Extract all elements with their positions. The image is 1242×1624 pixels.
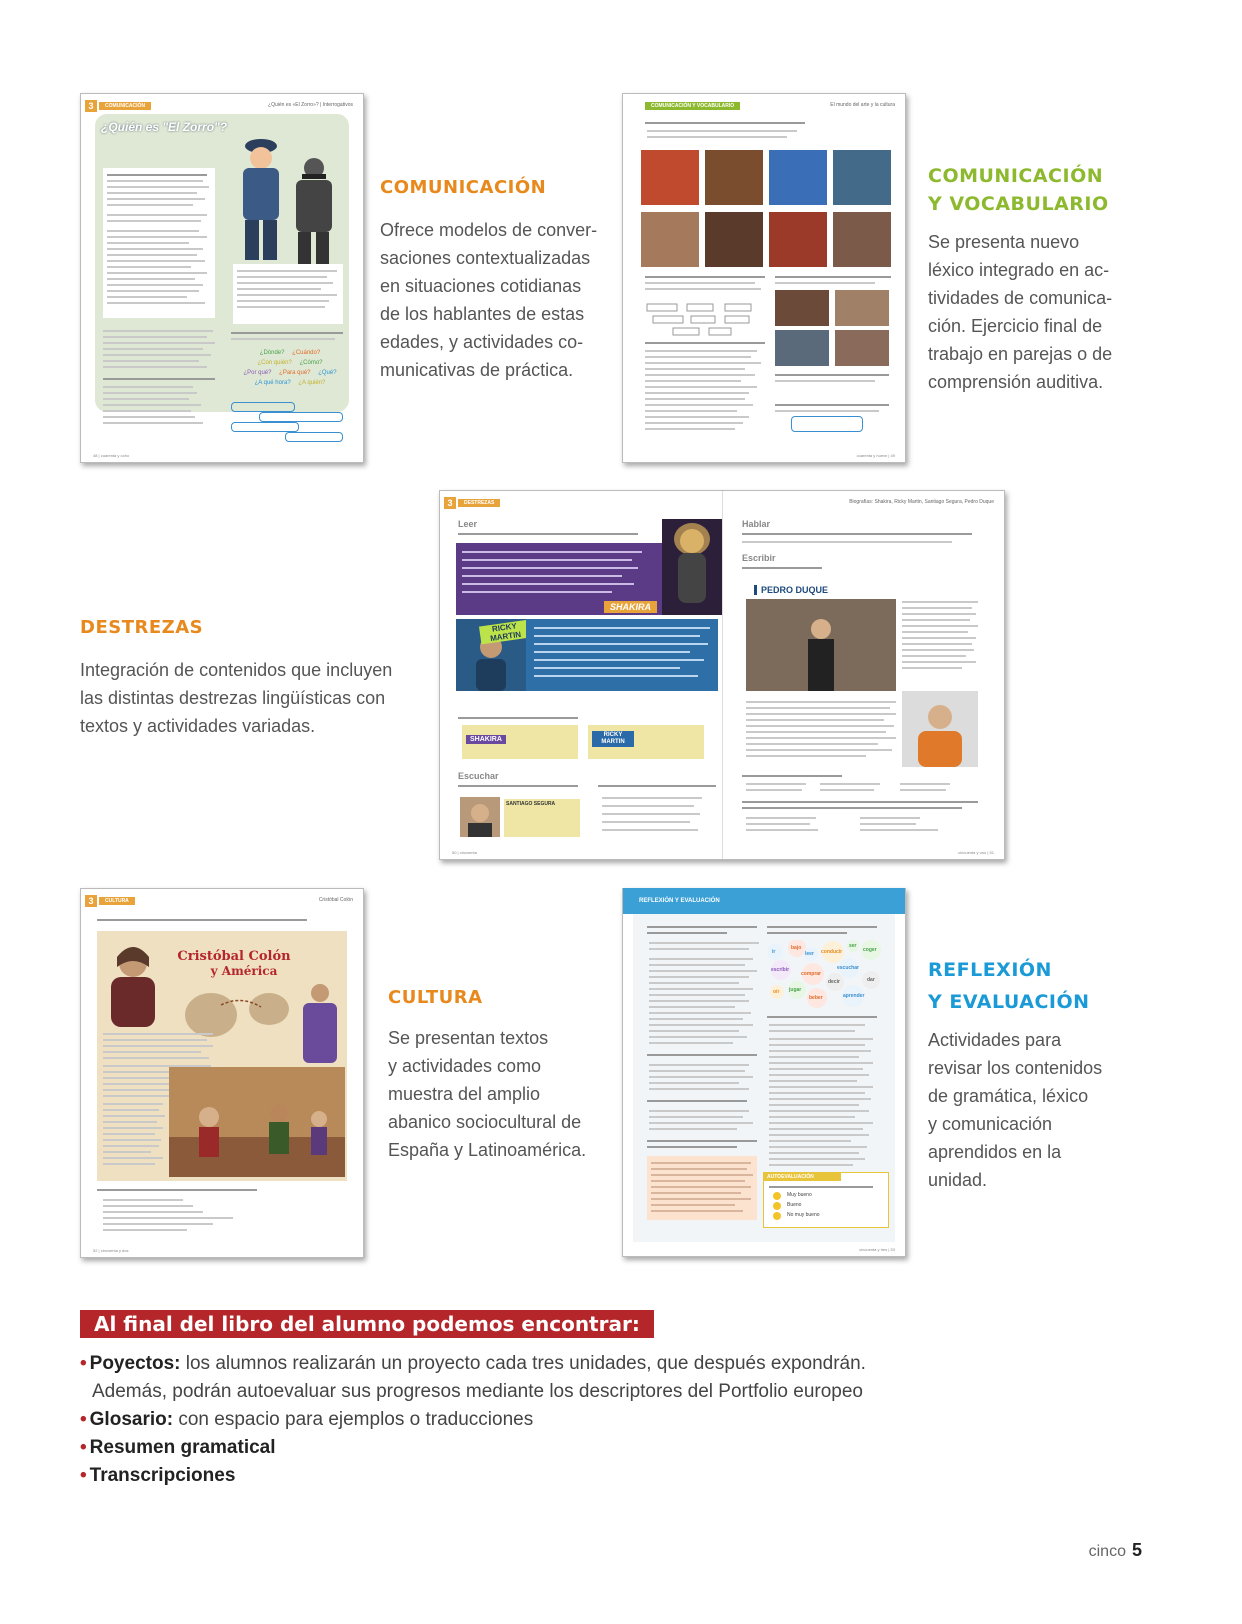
desc-line: revisar los contenidos bbox=[928, 1058, 1103, 1078]
cloud-word: decir bbox=[828, 979, 840, 985]
desc-line: Integración de contenidos que incluyen bbox=[80, 660, 393, 680]
cloud-word: leer bbox=[805, 951, 814, 957]
desc-line: saciones contextualizadas bbox=[380, 248, 591, 268]
q-word: ¿Cuándo? bbox=[292, 350, 321, 356]
section-tag: COMUNICACIÓN Y VOCABULARIO bbox=[645, 102, 740, 110]
section-title-comunicacion-vocabulario bbox=[928, 162, 1109, 218]
ricky-card-label: RICKY MARTIN bbox=[592, 731, 634, 747]
desc-line: muestra del amplio bbox=[388, 1084, 541, 1104]
pedro-photo-ceremony bbox=[746, 599, 896, 691]
shakira-label: SHAKIRA bbox=[604, 601, 657, 613]
unit-number: 3 bbox=[85, 100, 97, 112]
ricky-label: RICKY MARTIN bbox=[479, 620, 531, 645]
list-item: • Poyectos: los alumnos realizarán un proyecto cada tres unidades, que después expondrán. bbox=[80, 1353, 866, 1374]
section-desc-cultura bbox=[388, 1024, 608, 1164]
page-footer: 48 | cuarenta y ocho bbox=[93, 453, 130, 458]
q-word: ¿Dónde? bbox=[259, 350, 285, 356]
police-officer-illustration bbox=[231, 134, 291, 264]
portrait-grid bbox=[775, 290, 889, 368]
list-item: • Transcripciones bbox=[80, 1465, 236, 1486]
unit-number: 3 bbox=[444, 497, 456, 509]
section-title-cultura: CULTURA bbox=[388, 987, 483, 1008]
section-tag: CULTURA bbox=[99, 897, 135, 905]
desc-line: comprensión auditiva. bbox=[928, 372, 1104, 392]
q-word: ¿A quién? bbox=[298, 380, 326, 386]
desc-line: unidad. bbox=[928, 1170, 988, 1190]
desc-line: de los hablantes de estas bbox=[380, 304, 585, 324]
question-words bbox=[231, 348, 349, 388]
list-item-continuation: Además, podrán autoevaluar sus progresos mediante los descriptores del Portfolio europeo bbox=[92, 1381, 864, 1402]
item-bold: Resumen gramatical bbox=[89, 1437, 276, 1458]
smiley-icon bbox=[773, 1202, 781, 1210]
cloud-word: comprar bbox=[801, 971, 822, 977]
running-head: ¿Quién es «El Zorro»? | Interrogativos bbox=[268, 102, 353, 108]
desc-line: Se presentan textos bbox=[388, 1028, 549, 1048]
list-item: • Glosario: con espacio para ejemplos o traducciones bbox=[80, 1409, 534, 1430]
section-desc-reflexion bbox=[928, 1026, 1138, 1194]
desc-line: textos y actividades variadas. bbox=[80, 716, 316, 736]
smiley-icon bbox=[773, 1212, 781, 1220]
rating-label: Bueno bbox=[787, 1202, 802, 1208]
speech-bubble bbox=[791, 416, 863, 432]
cloud-word: escribir bbox=[771, 967, 790, 973]
cloud-word: jugar bbox=[789, 987, 802, 993]
rating-label: No muy bueno bbox=[787, 1212, 820, 1218]
desc-line: municativas de práctica. bbox=[380, 360, 574, 380]
list-item: • Resumen gramatical bbox=[80, 1437, 276, 1458]
section-desc-comunicacion bbox=[380, 216, 610, 384]
spread-gutter bbox=[722, 491, 723, 859]
desc-line: Se presenta nuevo bbox=[928, 232, 1080, 252]
cloud-word: ir bbox=[772, 949, 776, 955]
speech-bubble bbox=[259, 412, 343, 422]
desc-line: trabajo en parejas o de bbox=[928, 344, 1113, 364]
final-banner: Al final del libro del alumno podemos encontrar: bbox=[80, 1310, 654, 1338]
desc-line: Actividades para bbox=[928, 1030, 1062, 1050]
unit-number: 3 bbox=[85, 895, 97, 907]
desc-line: España y Latinoamérica. bbox=[388, 1140, 587, 1160]
cloud-word: bajo bbox=[791, 945, 802, 951]
page-footer-left: 50 | cincuenta bbox=[452, 850, 477, 855]
running-head: Biografías: Shakira, Ricky Martin, Santiago Segura, Pedro Duque bbox=[849, 499, 994, 505]
ships-painting bbox=[169, 1067, 345, 1177]
santiago-label: SANTIAGO SEGURA bbox=[506, 801, 556, 807]
autoevaluacion-title: AUTOEVALUACIÓN bbox=[764, 1173, 841, 1181]
desc-line: Ofrece modelos de conver- bbox=[380, 220, 598, 240]
desc-line: léxico integrado en ac- bbox=[928, 260, 1110, 280]
thumbnail-destrezas bbox=[439, 490, 1005, 860]
cloud-word: dar bbox=[867, 977, 875, 983]
columbus-portrait bbox=[101, 937, 165, 1027]
item-bold: Transcripciones bbox=[89, 1465, 236, 1486]
shakira-card-label: SHAKIRA bbox=[466, 735, 506, 744]
thumbnail-reflexion bbox=[622, 888, 906, 1257]
page-number-digit: 5 bbox=[1131, 1540, 1142, 1560]
item-text: los alumnos realizarán un proyecto cada tres unidades, que después expondrán. bbox=[180, 1353, 866, 1374]
thumbnail-comunicacion bbox=[80, 93, 364, 463]
page-number-word: cinco bbox=[1088, 1543, 1126, 1560]
poster-title bbox=[159, 949, 309, 978]
title-line: Y VOCABULARIO bbox=[928, 193, 1109, 215]
desc-line: y actividades como bbox=[388, 1056, 542, 1076]
cloud-word: oír bbox=[773, 989, 780, 995]
q-word: ¿Por qué? bbox=[243, 370, 272, 376]
title-line: REFLEXIÓN bbox=[928, 959, 1052, 981]
desc-line: y comunicación bbox=[928, 1114, 1053, 1134]
section-tag: REFLEXIÓN Y EVALUACIÓN bbox=[639, 898, 720, 904]
q-word: ¿Con quién? bbox=[257, 360, 292, 366]
section-title-destrezas: DESTREZAS bbox=[80, 617, 204, 638]
running-head: El mundo del arte y la cultura bbox=[830, 102, 895, 108]
astronaut-photo bbox=[902, 691, 978, 767]
subheading-hablar: Hablar bbox=[742, 519, 771, 529]
desc-line: ción. Ejercicio final de bbox=[928, 316, 1103, 336]
word-cloud bbox=[767, 940, 887, 1010]
section-title-comunicacion: COMUNICACIÓN bbox=[380, 177, 547, 198]
page-footer: 52 | cincuenta y dos bbox=[93, 1248, 129, 1253]
speech-bubble bbox=[231, 402, 295, 412]
desc-line: edades, y actividades co- bbox=[380, 332, 584, 352]
q-word: ¿Cómo? bbox=[299, 360, 323, 366]
final-list bbox=[80, 1350, 1180, 1490]
pedro-label: PEDRO DUQUE bbox=[754, 585, 828, 595]
page-footer: cincuenta y tres | 53 bbox=[859, 1247, 895, 1252]
item-text: con espacio para ejemplos o traducciones bbox=[173, 1409, 534, 1430]
cloud-word: conducir bbox=[821, 949, 843, 955]
king-figure-illustration bbox=[295, 977, 345, 1067]
desc-line: de gramática, léxico bbox=[928, 1086, 1089, 1106]
section-title-reflexion bbox=[928, 954, 1090, 1018]
ricky-panel bbox=[526, 619, 718, 691]
shakira-photo bbox=[662, 519, 722, 615]
cloud-word: ser bbox=[849, 943, 857, 949]
cloud-word: escuchar bbox=[837, 965, 859, 971]
cloud-word: aprender bbox=[843, 993, 865, 999]
section-desc-comunicacion-vocabulario bbox=[928, 228, 1138, 396]
title-line: COMUNICACIÓN bbox=[928, 165, 1104, 187]
rating-label: Muy bueno bbox=[787, 1192, 812, 1198]
q-word: ¿A qué hora? bbox=[254, 380, 291, 386]
page-footer-right: cincuenta y uno | 51 bbox=[958, 850, 994, 855]
speech-bubble bbox=[285, 432, 343, 442]
poster-title-line: Cristóbal Colón bbox=[177, 949, 291, 964]
thumbnail-cultura bbox=[80, 888, 364, 1258]
page-number bbox=[1089, 1540, 1142, 1561]
subheading-escribir: Escribir bbox=[742, 553, 776, 563]
comic-heading: ¿Quién es "El Zorro"? bbox=[101, 120, 228, 134]
desc-line: en situaciones cotidianas bbox=[380, 276, 582, 296]
item-bold: Poyectos: bbox=[89, 1353, 181, 1374]
thumbnail-vocabulario bbox=[622, 93, 906, 463]
desc-line: las distintas destrezas lingüísticas con bbox=[80, 688, 386, 708]
santiago-photo bbox=[460, 797, 500, 837]
desc-line: aprendidos en la bbox=[928, 1142, 1062, 1162]
subheading-leer: Leer bbox=[458, 519, 478, 529]
section-tag: COMUNICACIÓN bbox=[99, 102, 151, 110]
word-chips bbox=[645, 302, 773, 338]
title-line: Y EVALUACIÓN bbox=[928, 991, 1090, 1013]
cloud-word: beber bbox=[809, 995, 823, 1001]
q-word: ¿Qué? bbox=[318, 370, 337, 376]
section-tag: DESTREZAS bbox=[458, 499, 500, 507]
cloud-word: coger bbox=[863, 947, 877, 953]
poster-title-line: y América bbox=[210, 964, 278, 978]
section-desc-destrezas bbox=[80, 656, 420, 740]
page-footer: cuarenta y nueve | 49 bbox=[856, 453, 895, 458]
desc-line: abanico sociocultural de bbox=[388, 1112, 582, 1132]
smiley-icon bbox=[773, 1192, 781, 1200]
photo-grid bbox=[641, 150, 891, 270]
running-head: Cristóbal Colón bbox=[318, 897, 353, 903]
item-bold: Glosario: bbox=[89, 1409, 174, 1430]
speech-bubble bbox=[231, 422, 299, 432]
q-word: ¿Para qué? bbox=[279, 370, 311, 376]
subheading-escuchar: Escuchar bbox=[458, 771, 499, 781]
thief-illustration bbox=[286, 154, 341, 274]
desc-line: tividades de comunica- bbox=[928, 288, 1113, 308]
